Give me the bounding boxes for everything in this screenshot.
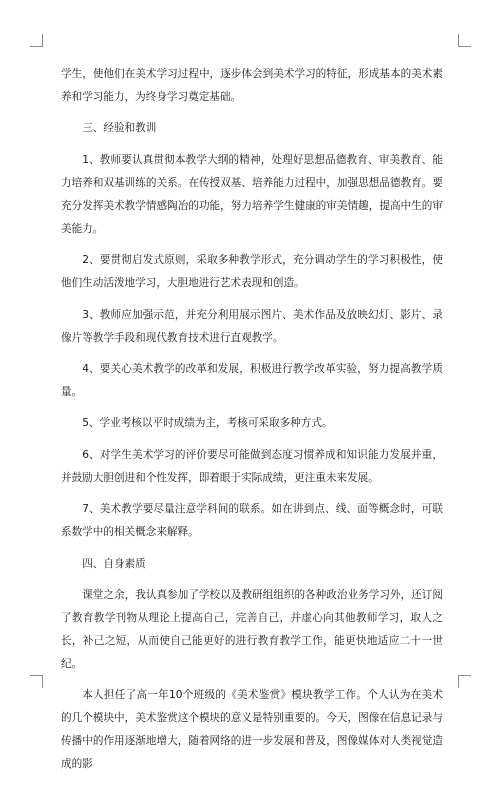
paragraph-item-6: 6、对学生美术学习的评价要尽可能做到态度习惯养成和知识能力发展并重，并鼓励大胆创进和个性发挥，即着眼于实际成绩，更注重未来发展。 [61,448,443,484]
section-heading-self-quality: 四、自身素质 [82,557,146,570]
paragraph-item-2: 2、要贯彻启发式原则，采取多种教学形式，充分调动学生的学习积极性，使他们生动活泼地学习，大胆地进行艺术表现和创造。 [61,254,443,290]
paragraph-item-4: 4、要关心美术教学的改革和发展，积极进行教学改革实验，努力提高教学质量。 [61,362,443,398]
paragraph-item-7: 7、美术教学要尽量注意学科间的联系。如在讲到点、线、面等概念时，可联系数学中的相关概念来解释。 [61,503,443,539]
paragraph-item-5: 5、学业考核以平时成绩为主，考核可采取多种方式。 [82,417,333,430]
paragraph-teaching-work: 本人担任了高一年10个班级的《美术鉴赏》模块教学工作。个人认为在美术的几个模块中，美术鉴赏这个模块的意义是特别重要的。今天，图像在信息记录与传播中的作用逐渐地增大，随着网络的进一步发展和普及，图像媒体对人类视觉造成的影 [61,689,443,771]
paragraph-item-3: 3、教师应加强示范，并充分利用展示图片、美术作品及放映幻灯、影片、录像片等教学手段和现代教育技术进行直观教学。 [61,308,443,344]
paragraph-continuation: 学生，使他们在美术学习过程中，逐步体会到美术学习的特征，形成基本的美术素养和学习能力，为终身学习奠定基础。 [61,68,443,103]
paragraph-self-study: 课堂之余，我认真参加了学校以及教研组组织的各种政治业务学习外，还订阅了教育教学刊物从理论上提高自己，完善自己，并虚心向其他教师学习，取人之长，补己之短，从而使自己能更好的进行教育教学工作，能更快地适应二十一世纪。 [61,588,443,670]
section-heading-experience: 三、经验和教训 [82,122,157,135]
crop-mark-top-left [30,34,43,47]
crop-mark-bottom-right [458,675,471,688]
crop-mark-bottom-left [30,675,43,688]
document-body [61,63,443,785]
paragraph-item-1: 1、教师要认真贯彻本教学大纲的精神，处理好思想品德教育、审美教育、能力培养和双基训练的关系。在传授双基、培养能力过程中，加强思想品德教育。要充分发挥美术教学情感陶冶的功能，努力培养学生健康的审美情趣，提高中生的审美能力。 [61,153,443,235]
crop-mark-top-right [458,34,471,47]
